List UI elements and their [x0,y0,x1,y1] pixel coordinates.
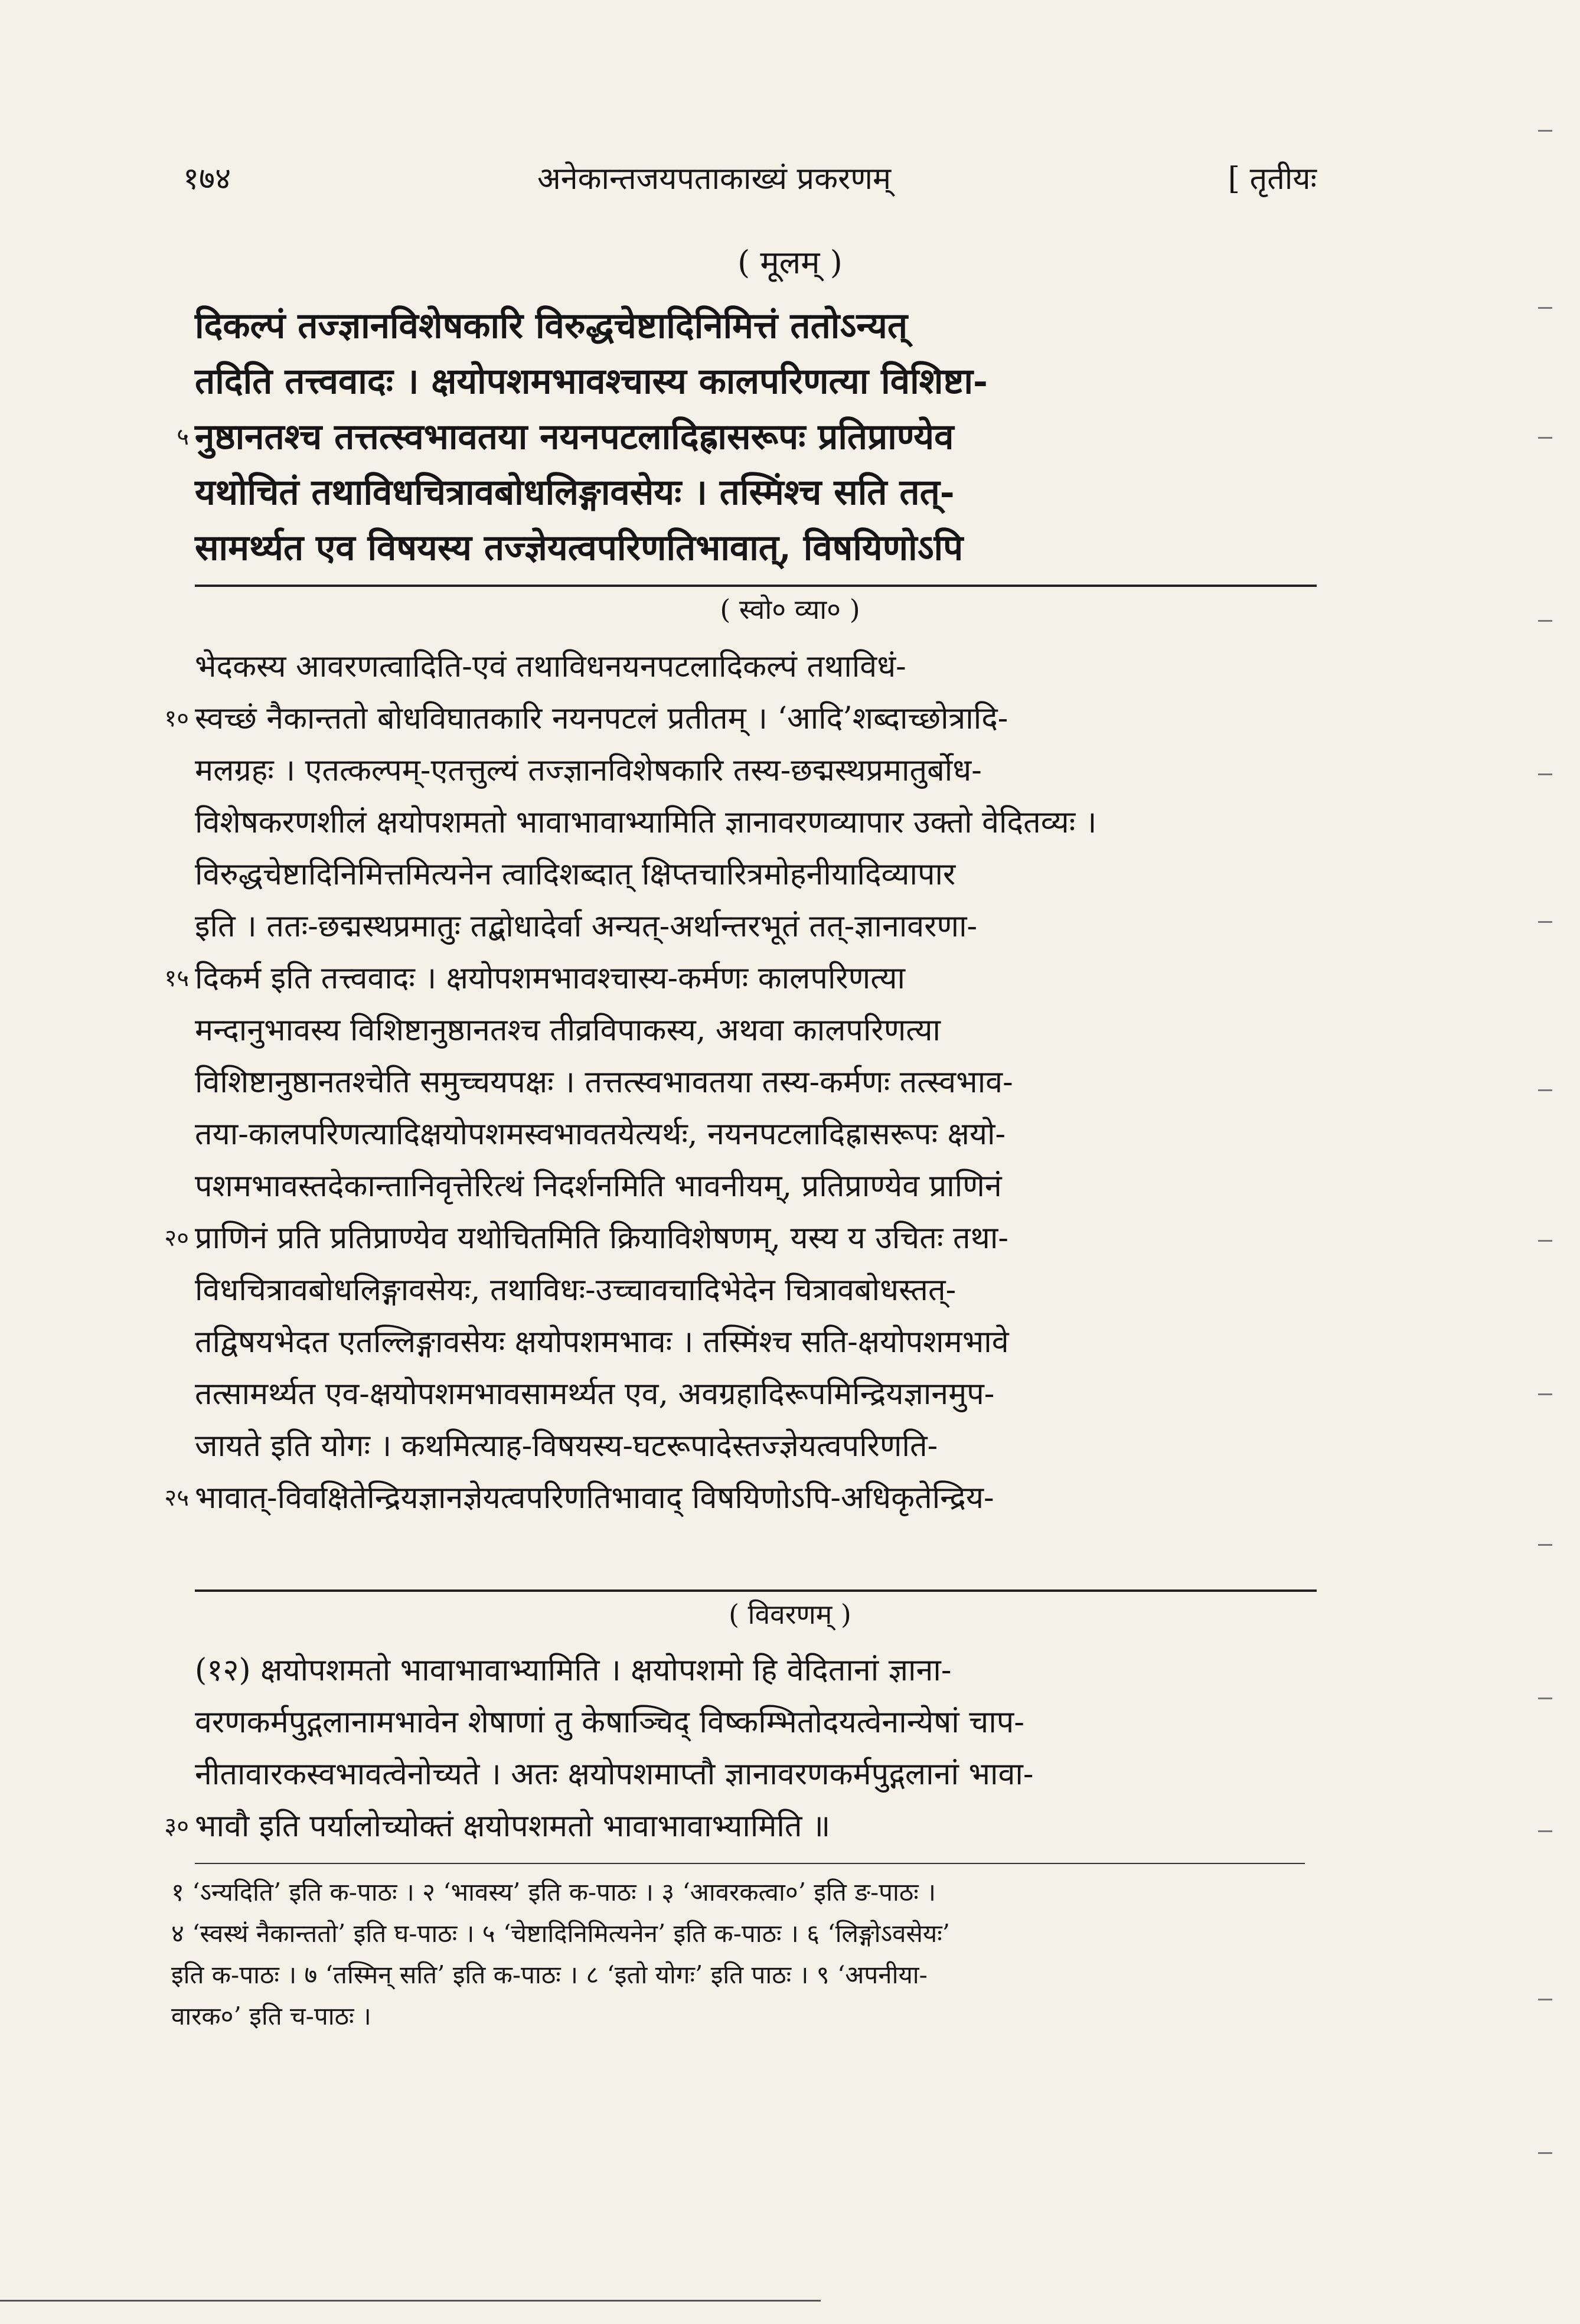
text-line [195,520,1311,576]
line-text: तद्विषयभेदत एतल्लिङ्गावसेयः क्षयोपशमभावः । तस्मिंश्च सति-क्षयोपशमभावे [195,1324,1009,1360]
section-rule [195,585,1317,587]
text-line [164,1472,1311,1524]
line-text: तया-कालपरिणत्यादिक्षयोपशमस्वभावतयेत्यर्थः, नयनपटलादिह्रासरूपः क्षयो- [195,1117,1006,1152]
scan-edge-mark [1538,2152,1552,2154]
text-line [195,745,1311,797]
scan-edge-mark [1538,437,1552,439]
line-text: सामर्थ्यत एव विषयस्य तज्ज्ञेयत्वपरिणतिभावात्, विषयिणोऽपि [195,527,964,569]
text-line [195,1108,1311,1160]
mula-heading: ( मूलम् ) [737,244,843,281]
running-title: अनेकान्तजयपताकाख्यं प्रकरणम् [537,161,892,197]
line-text: भावात्-विवक्षितेन्द्रियज्ञानज्ञेयत्वपरिणतिभावाद् विषयिणोऽपि-अधिकृतेन्द्रिय- [195,1480,994,1516]
footnotes [171,1872,1287,2037]
text-line [195,1696,1311,1748]
line-number: २५ [164,1484,189,1512]
vyakhya-heading: ( स्वो० व्या० ) [720,593,860,625]
line-text: तत्सामर्थ्यत एव-क्षयोपशमभावसामर्थ्यत एव, अवग्रहादिरूपमिन्द्रियज्ञानमुप- [195,1376,995,1412]
line-number: २० [164,1225,189,1252]
line-text: विरुद्धचेष्टादिनिमित्तमित्यनेन त्वादिशब्दात् क्षिप्तचारित्रमोहनीयादिव्यापार [195,857,956,892]
text-line [195,1004,1311,1056]
text-line [195,1264,1311,1316]
line-number: १५ [164,965,189,992]
line-text: पशमभावस्तदेकान्तानिवृत्तेरित्थं निदर्शनमिति भावनीयम्, प्रतिप्राण्येव प्राणिनं [195,1168,1002,1204]
footnote-line: १ ‘ऽन्यदिति’ इति क-पाठः । २ ‘भावस्य’ इति क-पाठः । ३ ‘आवरकत्वा०’ इति ङ-पाठः । [171,1878,936,1907]
running-header [183,156,1317,204]
line-text: नुष्ठानतश्च तत्तत्स्वभावतया नयनपटलादिह्रासरूपः प्रतिप्राण्येव [195,416,954,458]
footnote-line: ४ ‘स्वस्थं नैकान्ततो’ इति घ-पाठः । ५ ‘चेष्टादिनिमित्यनेन’ इति क-पाठः । ६ ‘लिङ्गोऽवसेयः’ [171,1919,951,1948]
line-text: विधचित्रावबोधलिङ्गावसेयः, तथाविधः-उच्चावचादिभेदेन चित्रावबोधस्तत्- [195,1272,957,1308]
text-line [195,1368,1311,1420]
line-text: प्राणिनं प्रति प्रतिप्राण्येव यथोचितमिति क्रियाविशेषणम्, यस्य य उचितः तथा- [195,1220,1008,1256]
page-number: १७४ [183,161,231,197]
scan-edge-mark [1538,1999,1552,2000]
line-text: (१२) क्षयोपशमतो भावाभावाभ्यामिति । क्षयोपशमो हि वेदितानां ज्ञाना- [195,1653,952,1688]
line-text: मन्दानुभावस्य विशिष्टानुष्ठानतश्च तीव्रविपाकस्य, अथवा कालपरिणत्या [195,1013,941,1048]
footnote-line: इति क-पाठः । ७ ‘तस्मिन् सति’ इति क-पाठः । ८ ‘इतो योगः’ इति पाठः । ९ ‘अपनीया- [171,1960,928,1989]
text-line [195,848,1311,900]
text-line [177,409,1311,465]
scan-bottom-line [0,2300,821,2302]
scan-edge-mark [1538,1698,1552,1699]
scan-edge-mark [1538,620,1552,622]
text-line [164,693,1311,745]
line-text: नीतावारकस्वभावत्वेनोच्यते । अतः क्षयोपशमाप्तौ ज्ञानावरणकर्मपुद्गलानां भावा- [195,1757,1034,1792]
scan-edge-mark [1538,1393,1552,1395]
line-text: दिकल्पं तज्ज्ञानविशेषकारि विरुद्धचेष्टादिनिमित्तं ततोऽन्यत् [195,305,908,347]
line-text: वरणकर्मपुद्गलानामभावेन शेषाणां तु केषाञ्चिद् विष्कम्भितोदयत्वेनान्येषां चाप- [195,1705,1024,1740]
scan-edge-mark [1538,307,1552,309]
scan-edge-mark [1538,1544,1552,1546]
line-number: ३० [164,1813,189,1840]
text-line [195,465,1311,520]
scan-edge-mark [1538,130,1552,132]
text-line [164,952,1311,1004]
line-text: मलग्रहः । एतत्कल्पम्-एतत्तुल्यं तज्ज्ञानविशेषकारि तस्य-छद्मस्थप्रमातुर्बोध- [195,753,982,788]
line-text: विशिष्टानुष्ठानतश्चेति समुच्चयपक्षः । तत्तत्स्वभावतया तस्य-कर्मणः तत्स्वभाव- [195,1065,1013,1100]
line-number: १० [164,705,189,732]
text-line [195,1056,1311,1108]
text-line [164,1800,1311,1852]
section-rule [195,1589,1317,1592]
scan-edge-mark [1538,1089,1552,1091]
text-line [195,1160,1311,1212]
section-name: [ तृतीयः [1228,161,1317,197]
text-line [195,797,1311,848]
text-line [195,298,1311,354]
line-text: इति । ततः-छद्मस्थप्रमातुः तद्बोधादेर्वा अन्यत्-अर्थान्तरभूतं तत्-ज्ञानावरणा- [195,909,978,944]
text-line [195,1748,1311,1800]
text-line [195,900,1311,952]
line-number: ५ [177,423,189,451]
line-text: भावौ इति पर्यालोच्योक्तं क्षयोपशमतो भावाभावाभ्यामिति ॥ [195,1809,831,1844]
line-text: स्वच्छं नैकान्ततो बोधविघातकारि नयनपटलं प्रतीतम् । ‘आदि’शब्दाच्छोत्रादि- [195,701,1008,736]
text-line [195,1316,1311,1368]
line-text: दिकर्म इति तत्त्ववादः । क्षयोपशमभावश्चास्य-कर्मणः कालपरिणत्या [195,961,905,996]
text-line [195,1644,1311,1696]
line-text: विशेषकरणशीलं क्षयोपशमतो भावाभावाभ्यामिति ज्ञानावरणव्यापार उक्तो वेदितव्यः । [195,805,1097,840]
mula-text [177,298,1311,576]
text-line [195,354,1311,409]
text-line [195,641,1311,693]
line-text: जायते इति योगः । कथमित्याह-विषयस्य-घटरूपादेस्तज्ज्ञेयत्वपरिणति- [195,1428,938,1464]
footnote-line: वारक०’ इति च-पाठः । [171,2002,371,2031]
scan-edge-mark [1538,1830,1552,1832]
scan-edge-mark [1538,773,1552,775]
line-text: भेदकस्य आवरणत्वादिति-एवं तथाविधनयनपटलादिकल्पं तथाविधं- [195,649,906,684]
text-line [195,1420,1311,1472]
text-line [164,1212,1311,1264]
line-text: तदिति तत्त्ववादः । क्षयोपशमभावश्चास्य कालपरिणत्या विशिष्टा- [195,361,988,402]
line-text: यथोचितं तथाविधचित्रावबोधलिङ्गावसेयः । तस्मिंश्च सति तत्- [195,472,955,513]
vivarana-heading: ( विवरणम् ) [729,1598,851,1630]
scan-edge-mark [1538,1240,1552,1242]
vyakhya-text [164,641,1311,1524]
scan-edge-mark [1538,921,1552,923]
footnote-rule [195,1863,1305,1864]
vivarana-text [164,1644,1311,1852]
